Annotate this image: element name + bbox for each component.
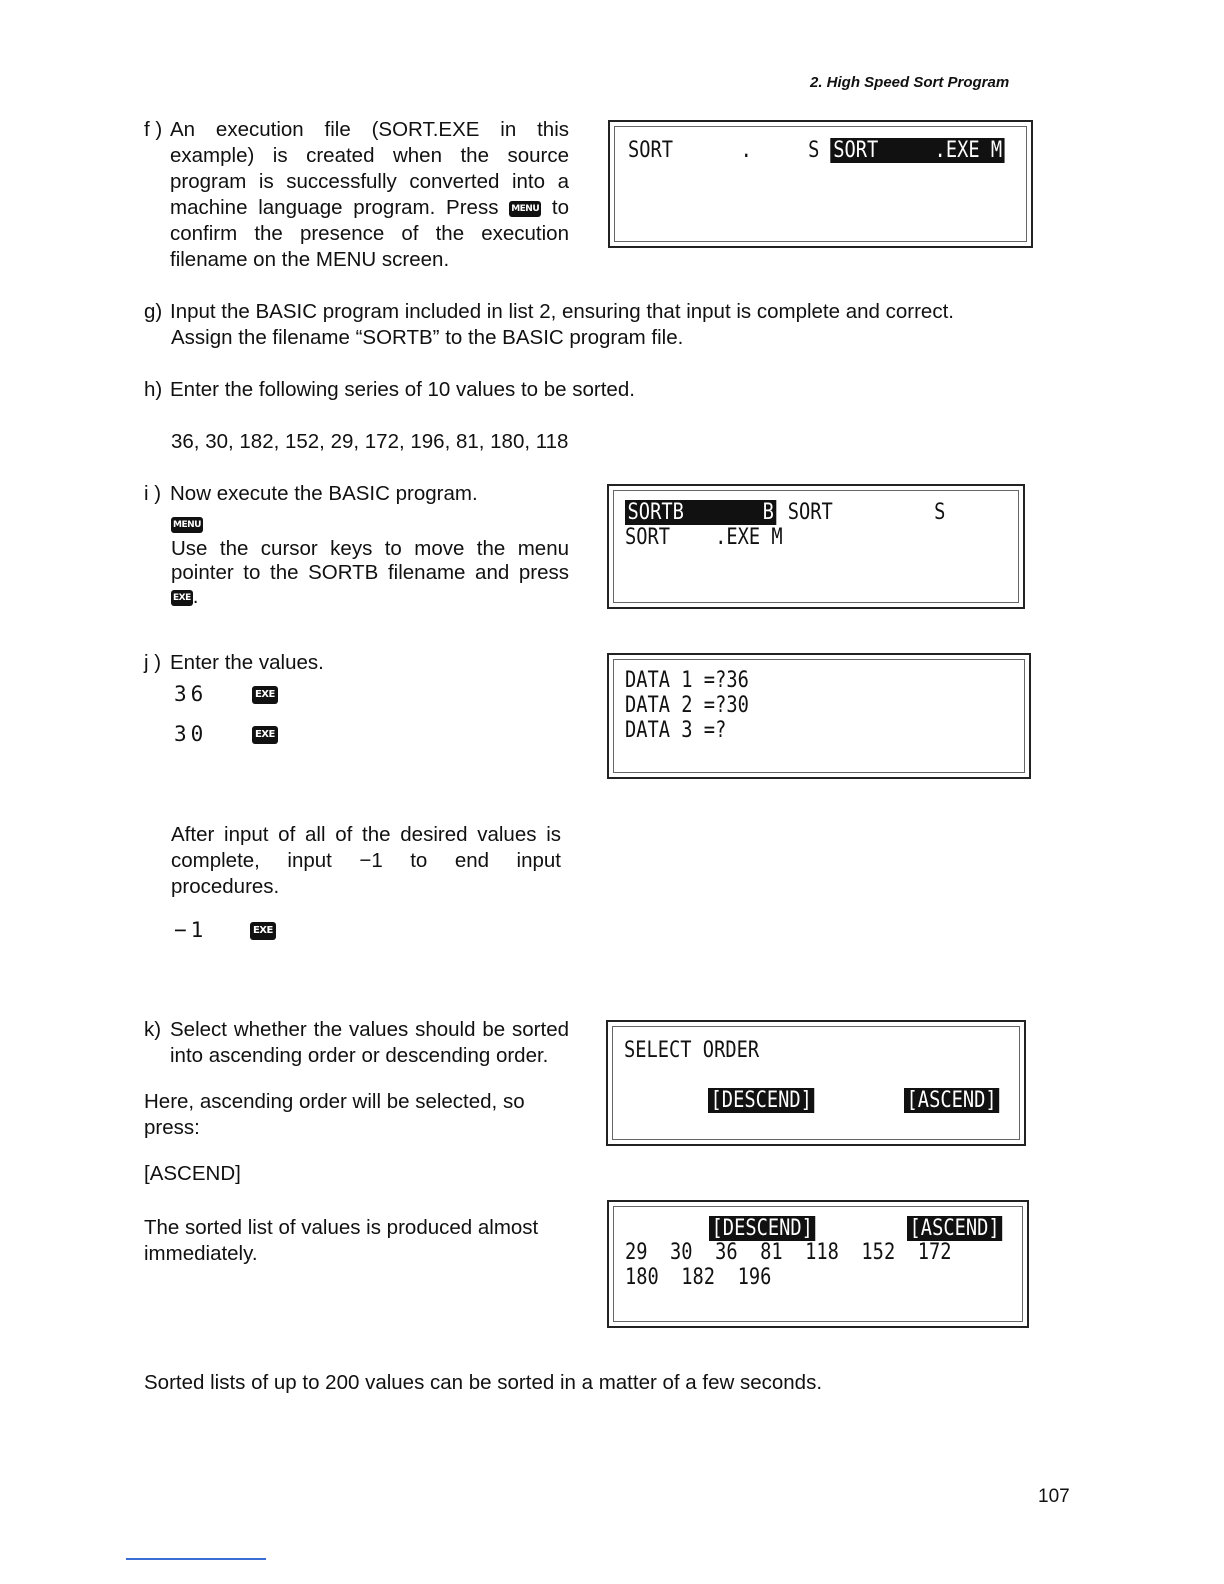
lcd-select-title: SELECT ORDER <box>624 1038 760 1063</box>
step-f <box>144 117 569 273</box>
step-g <box>144 299 1044 351</box>
step-j-text: Enter the values. <box>170 651 324 674</box>
step-f-label: f ) <box>144 118 163 141</box>
step-h <box>144 377 1044 403</box>
lcd-highlight-sort-exe: SORT .EXE M <box>831 138 1005 163</box>
ascend-instruction: [ASCEND] <box>144 1162 241 1185</box>
exe-key-icon: EXE <box>250 922 276 940</box>
entry-row <box>174 722 278 746</box>
entry-value: 30 <box>174 722 208 746</box>
step-i: i ) Now execute the BASIC program. MENU Use the cursor keys to move the menu pointer to the SORTB filename and press EXE. <box>144 482 569 608</box>
lcd-screen-result <box>607 1200 1029 1328</box>
entry-row <box>174 682 278 706</box>
step-g-line-1: Input the BASIC program included in list 2, ensuring that input is complete and correct. <box>170 300 954 323</box>
step-f-text-2: to confirm the presence of the execution filename on the MENU screen. <box>170 196 569 271</box>
step-i-text: Now execute the BASIC program. <box>170 482 478 505</box>
exe-key-icon: EXE <box>252 686 278 704</box>
step-k-text-2: Here, ascending order will be selected, so press: <box>144 1090 525 1139</box>
step-k-text-3: The sorted list of values is produced almost immediately. <box>144 1216 539 1265</box>
step-j <box>144 650 569 676</box>
step-i-label: i ) <box>144 482 162 505</box>
exe-key-icon: EXE <box>171 590 193 606</box>
menu-key-icon: MENU <box>171 517 203 533</box>
lcd-dot: . <box>740 138 752 163</box>
lcd-screen-select-order <box>606 1020 1026 1146</box>
page-number: 107 <box>1038 1486 1070 1507</box>
entry-value: −1 <box>174 918 208 942</box>
lcd-data-line: DATA 2 =?30 <box>625 693 749 718</box>
running-header: 2. High Speed Sort Program <box>810 74 1010 91</box>
values-list: 36, 30, 182, 152, 29, 172, 196, 81, 180, 118 <box>171 430 569 453</box>
ascend-softkey[interactable]: [ASCEND] <box>904 1088 999 1113</box>
step-k-text: Select whether the values should be sorted into ascending order or descending order. <box>170 1018 569 1067</box>
step-i-text-2: Use the cursor keys to move the menu pointer to the SORTB filename and press <box>171 537 569 584</box>
step-g-label: g) <box>144 300 163 323</box>
lcd-sort-s: SORT S <box>776 500 946 525</box>
lcd-sort-exe: SORT .EXE M <box>625 525 783 550</box>
step-k <box>144 1017 569 1267</box>
step-g-line-2: Assign the filename “SORTB” to the BASIC program file. <box>171 326 684 349</box>
closing-text: Sorted lists of up to 200 values can be sorted in a matter of a few seconds. <box>144 1371 823 1394</box>
lcd-highlight-sortb: SORTB B <box>625 500 776 525</box>
step-h-text: Enter the following series of 10 values to be sorted. <box>170 378 635 401</box>
step-k-label: k) <box>144 1018 162 1041</box>
entry-row <box>174 918 276 942</box>
lcd-s: S <box>808 138 820 163</box>
entry-value: 36 <box>174 682 208 706</box>
step-j-after-text: After input of all of the desired values is complete, input −1 to end input procedures. <box>171 823 561 898</box>
ascend-softkey[interactable]: [ASCEND] <box>907 1216 1002 1241</box>
lcd-screen-menu-2 <box>607 484 1025 609</box>
menu-key-icon: MENU <box>509 201 541 217</box>
step-f-text: An execution file (SORT.EXE in this example) is created when the source program is successfully converted into a machine language program. Press <box>170 118 569 219</box>
lcd-sort: SORT <box>628 138 674 163</box>
sorted-values-line-2: 180 182 196 <box>625 1265 772 1290</box>
step-h-label: h) <box>144 378 163 401</box>
sorted-values-line-1: 29 30 36 81 118 152 172 <box>625 1240 952 1265</box>
footer-rule <box>126 1558 266 1560</box>
step-j-label: j ) <box>144 651 162 674</box>
lcd-data-line: DATA 1 =?36 <box>625 668 749 693</box>
lcd-screen-data-entry <box>607 653 1031 779</box>
lcd-data-line: DATA 3 =? <box>625 718 727 743</box>
lcd-screen-menu-1 <box>608 120 1033 248</box>
descend-softkey[interactable]: [DESCEND] <box>708 1088 814 1113</box>
exe-key-icon: EXE <box>252 726 278 744</box>
descend-softkey[interactable]: [DESCEND] <box>709 1216 815 1241</box>
